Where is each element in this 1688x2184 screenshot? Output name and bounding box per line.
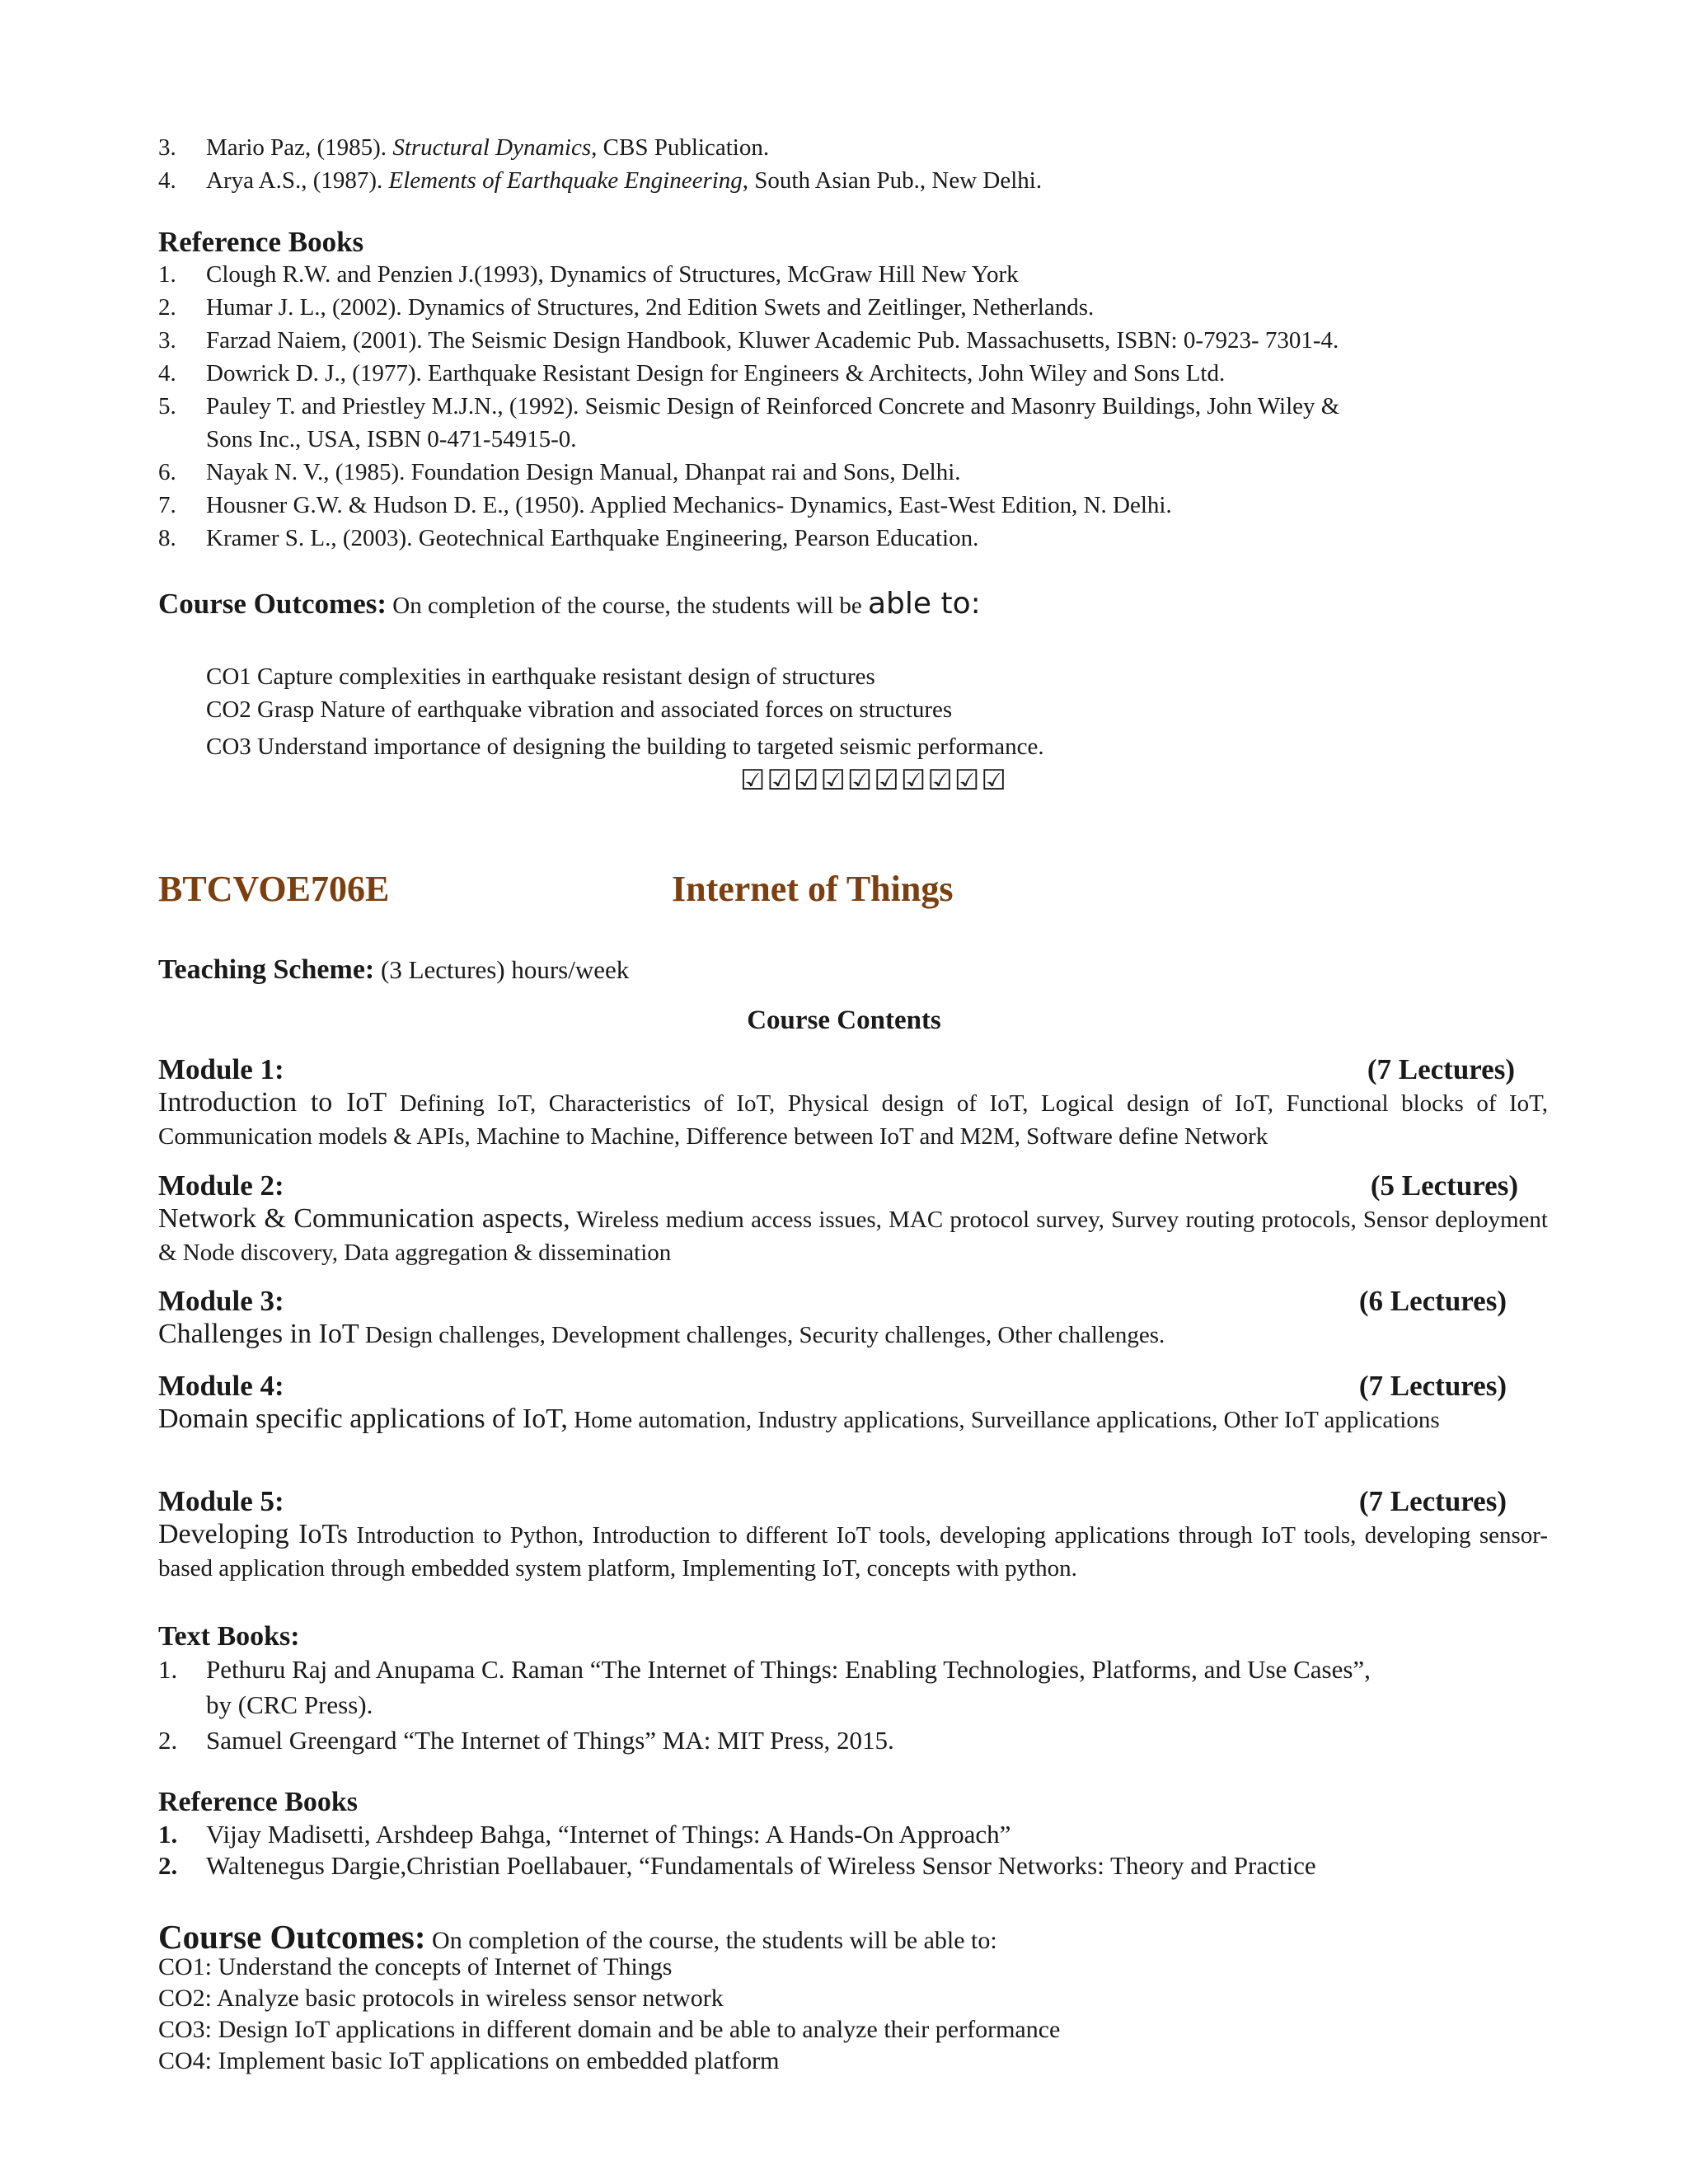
list-item: 2. Humar J. L., (2002). Dynamics of Structures, 2nd Edition Swets and Zeitlinger, Netherlands. bbox=[158, 294, 1095, 321]
module-lectures: (7 Lectures) bbox=[1367, 1053, 1515, 1085]
list-item bbox=[158, 164, 1559, 197]
course-title: Internet of Things bbox=[672, 869, 954, 909]
outcome-item: CO2: Analyze basic protocols in wireless sensor network bbox=[158, 1985, 724, 2012]
text-books-list bbox=[158, 1652, 1559, 1758]
list-item: 3. Farzad Naiem, (2001). The Seismic Design Handbook, Kluwer Academic Pub. Massachusetts, ISBN: 0-7923- 7301-4. bbox=[158, 327, 1339, 354]
reference-books-heading: Reference Books bbox=[158, 1787, 359, 1817]
list-item bbox=[158, 131, 1559, 164]
prev-course-outcomes-heading: Course Outcomes: On completion of the course, the students will be able to: bbox=[158, 587, 981, 621]
reference-books-list bbox=[158, 1819, 1559, 1882]
list-item: 2. Samuel Greengard “The Internet of Things” MA: MIT Press, 2015. bbox=[158, 1726, 894, 1755]
list-item: 6. Nayak N. V., (1985). Foundation Design Manual, Dhanpat rai and Sons, Delhi. bbox=[158, 459, 961, 485]
module-body: Domain specific applications of IoT, Home automation, Industry applications, Surveillance applications, Other IoT applications bbox=[158, 1404, 1440, 1434]
module-lectures: (7 Lectures) bbox=[1358, 1370, 1507, 1402]
course-contents-heading: Course Contents bbox=[747, 1005, 941, 1035]
prev-outcome-item: CO2 Grasp Nature of earthquake vibration and associated forces on structures bbox=[206, 696, 953, 723]
outcome-item: CO1: Understand the concepts of Internet of Things bbox=[158, 1953, 673, 1980]
module-lectures: (6 Lectures) bbox=[1358, 1285, 1507, 1317]
list-item: 7. Housner G.W. & Hudson D. E., (1950). Applied Mechanics- Dynamics, East-West Edition, N. Delhi. bbox=[158, 492, 1172, 518]
outcome-item: CO4: Implement basic IoT applications on embedded platform bbox=[158, 2047, 780, 2074]
item-number: 3. bbox=[158, 134, 176, 161]
module-lectures: (7 Lectures) bbox=[1358, 1485, 1507, 1517]
list-item: 1. Clough R.W. and Penzien J.(1993), Dynamics of Structures, McGraw Hill New York bbox=[158, 261, 1019, 288]
section-separator: ☑☑☑☑☑☑☑☑☑☑ bbox=[740, 764, 1008, 797]
module-body: Introduction to IoT Defining IoT, Characteristics of IoT, Physical design of IoT, Logical design of IoT, Functional blocks of IoT, Communication models & APIs, Machine to Machine, Difference between IoT and M2M, Software define Network bbox=[158, 1087, 1548, 1150]
prev-text-books-list bbox=[158, 131, 1559, 197]
prev-reference-heading: Reference Books bbox=[158, 226, 364, 258]
teaching-scheme: Teaching Scheme: (3 Lectures) hours/week bbox=[158, 954, 630, 985]
prev-reference-list bbox=[158, 258, 1559, 555]
module-heading: Module 2: (5 Lectures) bbox=[158, 1169, 1518, 1202]
module-heading: Module 4: (7 Lectures) bbox=[158, 1370, 1507, 1402]
module-lectures: (5 Lectures) bbox=[1370, 1169, 1518, 1202]
prev-outcome-item: CO1 Capture complexities in earthquake resistant design of structures bbox=[206, 663, 875, 690]
list-item: 5. Pauley T. and Priestley M.J.N., (1992). Seismic Design of Reinforced Concrete and Masonry Buildings, John Wiley & Sons Inc., USA, ISBN 0-471-54915-0. bbox=[158, 393, 1340, 452]
prev-outcome-item: CO3 Understand importance of designing the building to targeted seismic performance. bbox=[206, 733, 1044, 760]
module-body: Developing IoTs Introduction to Python, Introduction to different IoT tools, developing applications through IoT tools, developing sensor-based application through embedded system platform, Implementing IoT, concepts with python. bbox=[158, 1519, 1548, 1582]
outcome-item: CO3: Design IoT applications in different domain and be able to analyze their performance bbox=[158, 2016, 1061, 2043]
module-body: Challenges in IoT Design challenges, Development challenges, Security challenges, Other challenges. bbox=[158, 1319, 1165, 1349]
module-heading: Module 3: (6 Lectures) bbox=[158, 1285, 1507, 1317]
list-item: 1. Vijay Madisetti, Arshdeep Bahga, “Internet of Things: A Hands-On Approach” bbox=[158, 1820, 1011, 1849]
text-books-heading: Text Books: bbox=[158, 1621, 300, 1652]
list-item: 8. Kramer S. L., (2003). Geotechnical Earthquake Engineering, Pearson Education. bbox=[158, 525, 979, 551]
list-item: 4. Dowrick D. J., (1977). Earthquake Resistant Design for Engineers & Architects, John Wiley and Sons Ltd. bbox=[158, 360, 1226, 387]
item-text: Mario Paz, (1985). Structural Dynamics, CBS Publication. bbox=[206, 134, 770, 161]
module-body: Network & Communication aspects, Wireless medium access issues, MAC protocol survey, Survey routing protocols, Sensor deployment & Node discovery, Data aggregation & dissemination bbox=[158, 1203, 1548, 1266]
item-text: Arya A.S., (1987). Elements of Earthquake Engineering, South Asian Pub., New Delhi. bbox=[206, 167, 1043, 194]
item-number: 4. bbox=[158, 167, 176, 194]
course-code: BTCVOE706E bbox=[158, 869, 390, 909]
list-item: 2. Waltenegus Dargie,Christian Poellabauer, “Fundamentals of Wireless Sensor Networks: Theory and Practice bbox=[158, 1851, 1316, 1880]
module-heading: Module 5: (7 Lectures) bbox=[158, 1485, 1507, 1517]
course-outcomes-heading: Course Outcomes: On completion of the course, the students will be able to: bbox=[158, 1918, 997, 1956]
list-item: 1. Pethuru Raj and Anupama C. Raman “The Internet of Things: Enabling Technologies, Platforms, and Use Cases”, by (CRC Press). bbox=[158, 1655, 1371, 1719]
module-heading: Module 1: (7 Lectures) bbox=[158, 1053, 1515, 1085]
